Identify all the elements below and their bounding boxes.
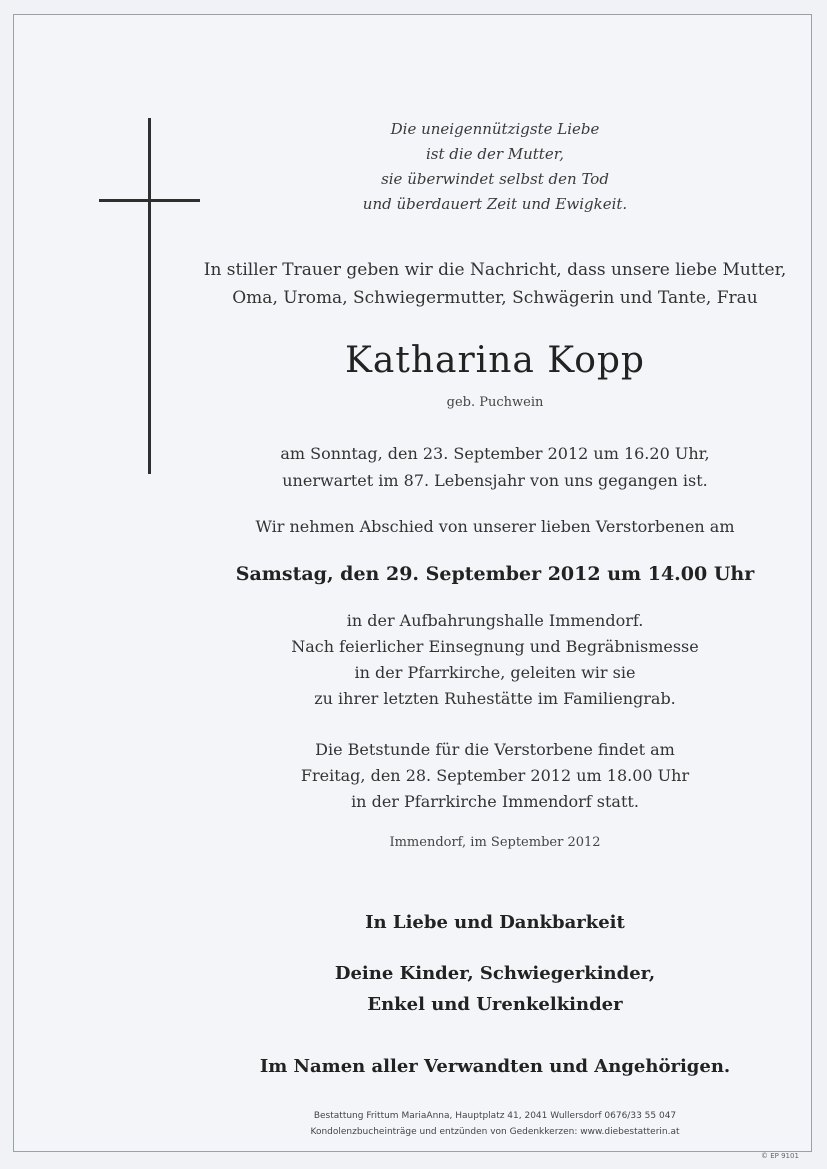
motto-verse bbox=[200, 117, 790, 217]
funeral-date bbox=[200, 560, 790, 588]
ceremony-details bbox=[200, 608, 790, 712]
ceremony-line: in der Pfarrkirche, geleiten wir sie bbox=[354, 663, 636, 682]
cross-vertical-bar bbox=[148, 118, 151, 474]
farewell-intro-text: Wir nehmen Abschied von unserer lieben Verstorbenen am bbox=[255, 517, 735, 536]
deceased-name: Katharina Kopp bbox=[345, 340, 645, 381]
closing-text: In Liebe und Dankbarkeit bbox=[365, 912, 625, 933]
prayer-line: in der Pfarrkirche Immendorf statt. bbox=[351, 792, 639, 811]
family-signature bbox=[200, 958, 790, 1020]
family-line: Enkel und Urenkelkinder bbox=[367, 994, 623, 1015]
footer-line: Bestattung Frittum MariaAnna, Hauptplatz 41, 2041 Wullersdorf 0676/33 55 047 bbox=[313, 1111, 677, 1121]
death-details bbox=[200, 440, 790, 494]
prayer-hour-details bbox=[200, 737, 790, 815]
ceremony-line: in der Aufbahrungshalle Immendorf. bbox=[346, 611, 644, 630]
ceremony-line: Nach feierlicher Einsegnung und Begräbnismesse bbox=[291, 637, 699, 656]
cross-horizontal-bar bbox=[99, 199, 200, 202]
motto-line: ist die der Mutter, bbox=[426, 145, 564, 163]
motto-line: Die uneigennützigste Liebe bbox=[390, 120, 600, 138]
intro-line: In stiller Trauer geben wir die Nachricht, dass unsere liebe Mutter, bbox=[203, 260, 787, 280]
prayer-line: Freitag, den 28. September 2012 um 18.00 Uhr bbox=[300, 766, 690, 785]
corner-code: © EP 9101 bbox=[761, 1152, 799, 1160]
prayer-line: Die Betstunde für die Verstorbene findet am bbox=[315, 740, 675, 759]
family-line: Deine Kinder, Schwiegerkinder, bbox=[334, 963, 656, 984]
announcement-intro bbox=[200, 256, 790, 312]
maiden-name: geb. Puchwein bbox=[446, 395, 544, 410]
funeral-home-footer bbox=[200, 1108, 790, 1140]
closing-phrase bbox=[200, 909, 790, 937]
farewell-intro bbox=[200, 515, 790, 539]
death-line: am Sonntag, den 23. September 2012 um 16.20 Uhr, bbox=[280, 444, 710, 463]
footer-line: Kondolenzbucheinträge und entzünden von Gedenkkerzen: www.diebestatterin.at bbox=[310, 1127, 680, 1137]
motto-line: sie überwindet selbst den Tod bbox=[381, 170, 609, 188]
death-line: unerwartet im 87. Lebensjahr von uns gegangen ist. bbox=[282, 471, 708, 490]
relatives-signature bbox=[200, 1053, 790, 1081]
motto-line: und überdauert Zeit und Ewigkeit. bbox=[362, 195, 628, 213]
funeral-date-text: Samstag, den 29. September 2012 um 14.00 Uhr bbox=[235, 563, 755, 585]
relatives-text: Im Namen aller Verwandten und Angehörigen. bbox=[259, 1056, 731, 1077]
place-date: Immendorf, im September 2012 bbox=[389, 835, 601, 850]
intro-line: Oma, Uroma, Schwiegermutter, Schwägerin und Tante, Frau bbox=[232, 288, 758, 308]
ceremony-line: zu ihrer letzten Ruhestätte im Familiengrab. bbox=[314, 689, 676, 708]
